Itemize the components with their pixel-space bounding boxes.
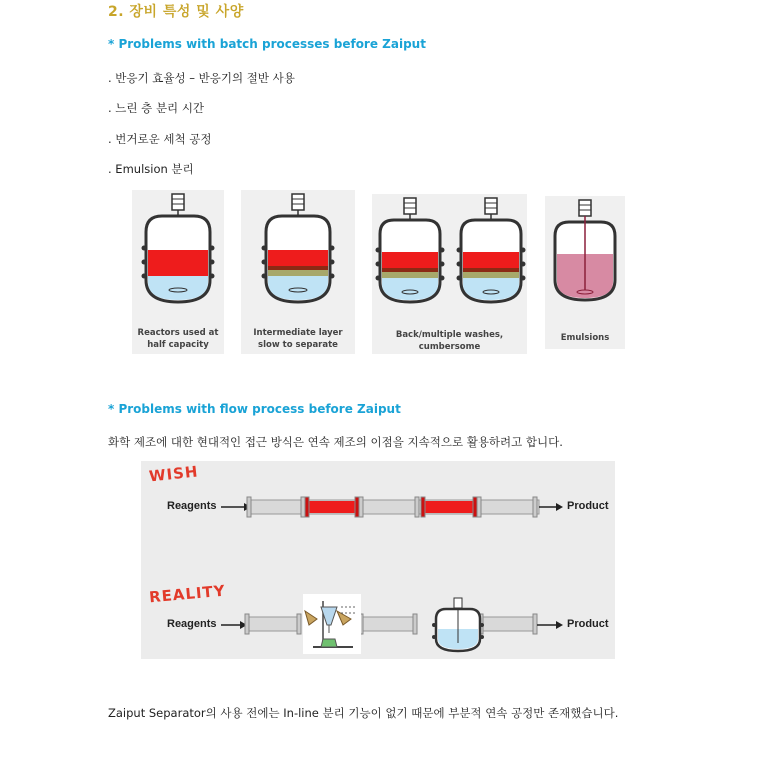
reactor-panel-emulsions — [545, 196, 625, 349]
reactor-intermediate-layer-illustration — [241, 190, 355, 320]
flow-subheading: * Problems with flow process before Zaiput — [108, 402, 401, 416]
reactor-panel-back-washes — [372, 194, 527, 354]
reactor-panel-half-capacity — [132, 190, 224, 354]
product-label-wish: Product — [567, 500, 609, 512]
caption-emulsions: Emulsions — [560, 333, 610, 343]
reagents-label-reality: Reagents — [167, 618, 217, 630]
flow-paragraph: 화학 제조에 대한 현대적인 접근 방식은 연속 제조의 이점을 지속적으로 활용하려고 합니다. — [108, 435, 563, 449]
product-label-reality: Product — [567, 618, 609, 630]
caption-intermediate-layer: Intermediate layer slow to separate — [253, 328, 343, 350]
bullet-1: . 반응기 효율성 – 반응기의 절반 사용 — [108, 71, 295, 85]
caption-back-washes: Back/multiple washes, cumbersome — [395, 330, 504, 352]
reactor-panel-intermediate-layer — [241, 190, 355, 354]
bullet-2: . 느린 층 분리 시간 — [108, 101, 205, 115]
reality-label: REALITY — [148, 581, 227, 607]
bullet-4: . Emulsion 분리 — [108, 162, 194, 176]
batch-subheading: * Problems with batch processes before Zaiput — [108, 37, 426, 51]
reactor-emulsions-illustration — [545, 196, 625, 318]
closing-paragraph: Zaiput Separator의 사용 전에는 In-line 분리 기능이 없기 때문에 부분적 연속 공정만 존재했습니다. — [108, 706, 619, 720]
reactor-half-capacity-illustration — [132, 190, 224, 320]
reactor-back-washes-illustration — [372, 194, 527, 322]
bullet-3: . 번거로운 세척 공정 — [108, 132, 212, 146]
wish-label: WISH — [148, 462, 200, 486]
reagents-label-wish: Reagents — [167, 500, 217, 512]
flow-diagram — [141, 461, 615, 659]
section-heading: 2. 장비 특성 및 사양 — [108, 4, 244, 20]
caption-half-capacity: Reactors used at half capacity — [137, 328, 219, 350]
